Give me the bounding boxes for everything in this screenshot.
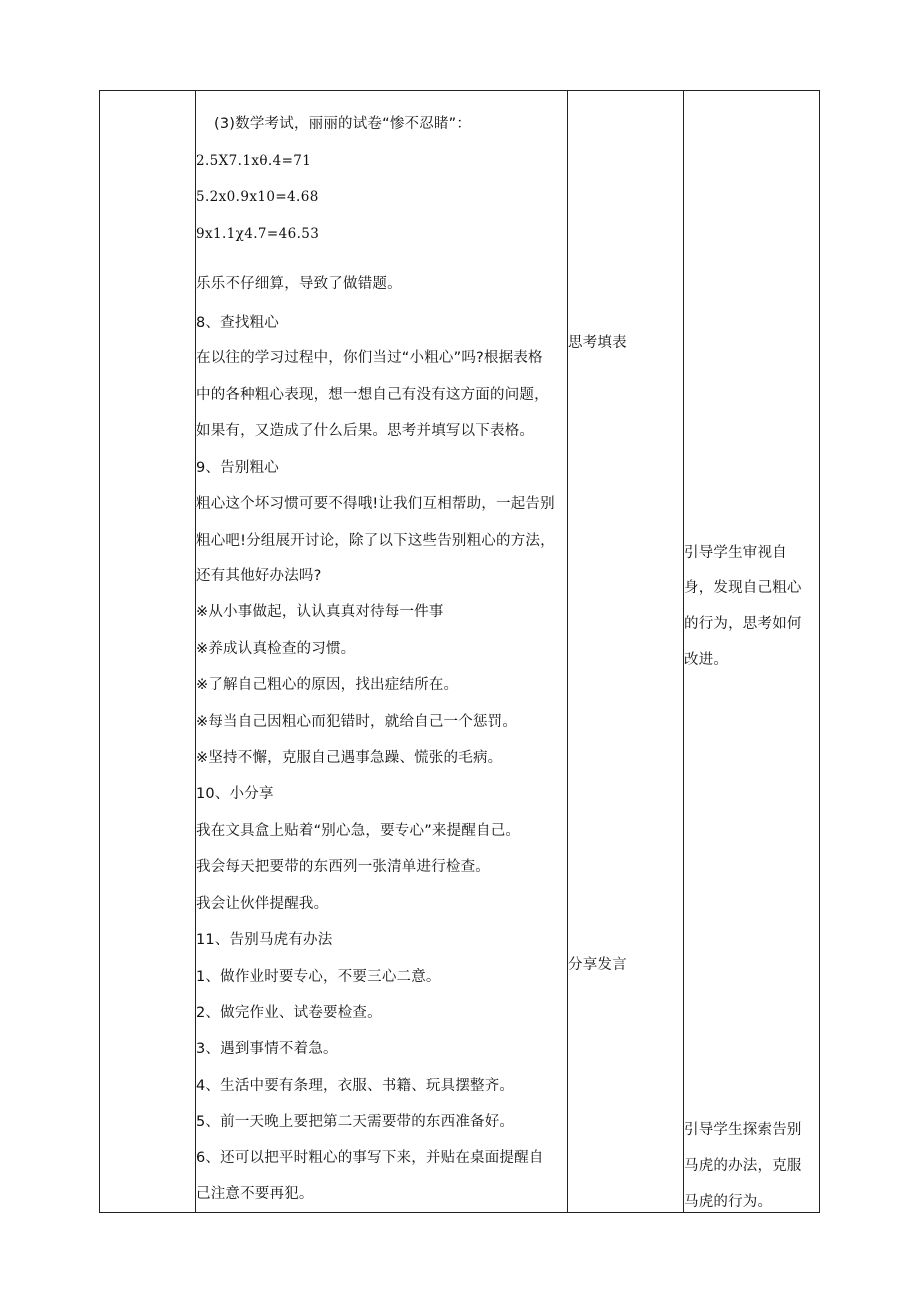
intent-line: 马虎的办法，克服 — [684, 1158, 802, 1174]
content-line-exam-conclusion: 乐乐不仔细算，导致了做错题。 — [196, 276, 402, 292]
intent-line: 改进。 — [684, 652, 729, 668]
content-line: 粗心吧!分组展开讨论，除了以下这些告别粗心的方法， — [196, 533, 555, 549]
section-heading-8: 8、查找粗心 — [196, 315, 279, 331]
content-line-equation-2: 5.2x0.9x10=4.68 — [196, 189, 319, 205]
content-line: 还有其他好办法吗? — [196, 568, 322, 584]
column-divider-2 — [567, 91, 568, 1212]
intent-line: 身，发现自己粗心 — [684, 580, 802, 596]
content-line: 如果有，又造成了什么后果。思考并填写以下表格。 — [196, 423, 535, 439]
tip-item: 6、还可以把平时粗心的事写下来，并贴在桌面提醒自 — [196, 1150, 544, 1166]
tip-item: 3、遇到事情不着急。 — [196, 1041, 338, 1057]
activity-think-fill: 思考填表 — [568, 335, 627, 351]
activity-share-speak: 分享发言 — [568, 957, 627, 973]
tip-item: 5、前一天晚上要把第二天需要带的东西准备好。 — [196, 1114, 515, 1130]
section-heading-10: 10、小分享 — [196, 786, 274, 802]
method-item: ※了解自己粗心的原因，找出症结所在。 — [196, 677, 459, 693]
method-item: ※从小事做起，认认真真对待每一件事 — [196, 604, 444, 620]
method-item: ※坚持不懈，克服自己遇事急躁、慌张的毛病。 — [196, 750, 503, 766]
content-line: 我会让伙伴提醒我。 — [196, 896, 329, 912]
tip-item: 己注意不要再犯。 — [196, 1186, 314, 1202]
tip-item: 2、做完作业、试卷要检查。 — [196, 1005, 382, 1021]
content-line: 中的各种粗心表现，想一想自己有没有这方面的问题， — [196, 387, 549, 403]
content-line-exam-intro: (3)数学考试，丽丽的试卷“惨不忍睹”： — [214, 116, 472, 132]
content-line: 粗心这个坏习惯可要不得哦!让我们互相帮助，一起告别 — [196, 496, 555, 512]
method-item: ※养成认真检查的习惯。 — [196, 641, 356, 657]
intent-line: 的行为，思考如何 — [684, 616, 802, 632]
tip-item: 4、生活中要有条理，衣服、书籍、玩具摆整齐。 — [196, 1078, 515, 1094]
section-heading-11: 11、告别马虎有办法 — [196, 932, 333, 948]
content-line-equation-1: 2.5X7.1xθ.4=71 — [196, 153, 312, 169]
intent-line: 引导学生审视自 — [684, 545, 787, 561]
content-line-equation-3: 9x1.1χ4.7=46.53 — [196, 226, 320, 242]
intent-line: 引导学生探索告别 — [684, 1122, 802, 1138]
content-line: 在以往的学习过程中，你们当过“小粗心”吗?根据表格 — [196, 350, 543, 366]
method-item: ※每当自己因粗心而犯错时，就给自己一个惩罚。 — [196, 714, 518, 730]
tip-item: 1、做作业时要专心，不要三心二意。 — [196, 969, 441, 985]
section-heading-9: 9、告别粗心 — [196, 460, 279, 476]
content-line: 我在文具盒上贴着“别心急，要专心”来提醒自己。 — [196, 823, 521, 839]
intent-line: 马虎的行为。 — [684, 1194, 773, 1210]
content-line: 我会每天把要带的东西列一张清单进行检查。 — [196, 859, 490, 875]
